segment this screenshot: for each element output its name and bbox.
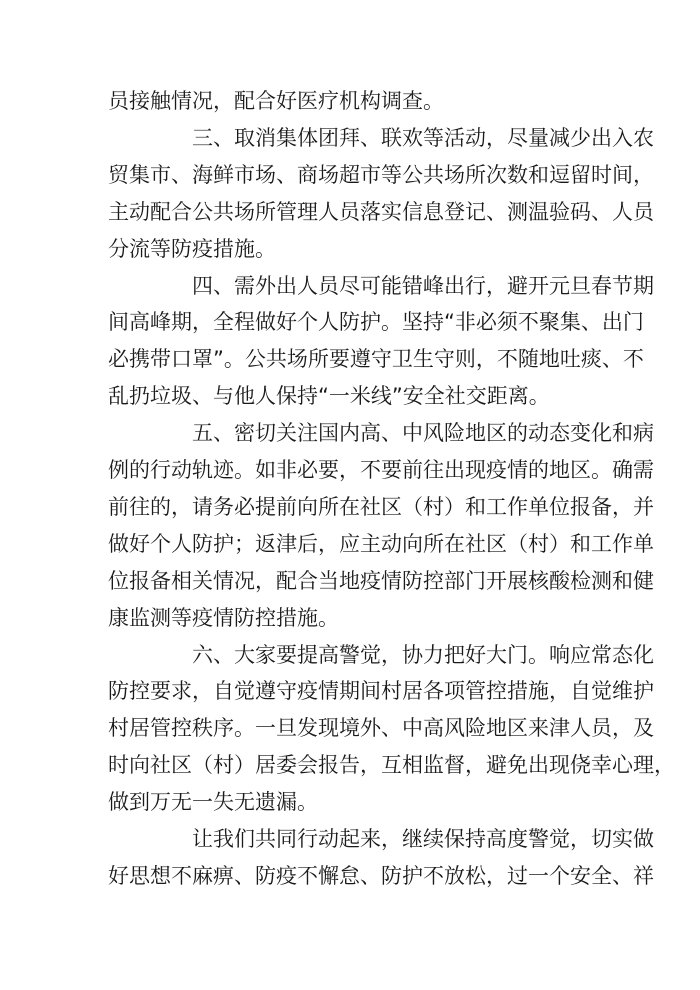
paragraph-line: 好思想不麻痹、防疫不懈怠、防护不放松，过一个安全、祥 bbox=[108, 864, 654, 888]
paragraph-line: 防控要求，自觉遵守疫情期间村居各项管控措施，自觉维护 bbox=[108, 679, 654, 703]
paragraph-line: 前往的，请务必提前向所在社区（村）和工作单位报备，并 bbox=[108, 495, 654, 519]
paragraph-line: 做好个人防护；返津后，应主动向所在社区（村）和工作单 bbox=[108, 532, 654, 556]
paragraph-line: 员接触情况，配合好医疗机构调查。 bbox=[108, 89, 444, 113]
paragraph-line: 间高峰期，全程做好个人防护。坚持“非必须不聚集、出门 bbox=[108, 310, 644, 334]
paragraph-line: 位报备相关情况，配合当地疫情防控部门开展核酸检测和健 bbox=[108, 569, 654, 593]
paragraph-line: 让我们共同行动起来，继续保持高度警觉，切实做 bbox=[192, 827, 654, 851]
paragraph-line: 主动配合公共场所管理人员落实信息登记、测温验码、人员 bbox=[108, 200, 654, 224]
paragraph-line: 时向社区（村）居委会报告，互相监督，避免出现侥幸心理， bbox=[108, 753, 675, 777]
paragraph-line: 乱扔垃圾、与他人保持“一米线”安全社交距离。 bbox=[108, 384, 550, 408]
paragraph-line: 五、密切关注国内高、中风险地区的动态变化和病 bbox=[192, 421, 654, 445]
paragraph-line: 四、需外出人员尽可能错峰出行，避开元旦春节期 bbox=[192, 274, 654, 298]
paragraph-line: 做到万无一失无遗漏。 bbox=[108, 790, 318, 814]
paragraph-line: 六、大家要提高警觉，协力把好大门。响应常态化 bbox=[192, 643, 654, 667]
paragraph-line: 康监测等疫情防控措施。 bbox=[108, 606, 339, 630]
paragraph-line: 例的行动轨迹。如非必要，不要前往出现疫情的地区。确需 bbox=[108, 458, 654, 482]
paragraph-line: 必携带口罩”。公共场所要遵守卫生守则，不随地吐痰、不 bbox=[108, 347, 644, 371]
paragraph-line: 村居管控秩序。一旦发现境外、中高风险地区来津人员，及 bbox=[108, 716, 654, 740]
paragraph-line: 三、取消集体团拜、联欢等活动，尽量减少出入农 bbox=[192, 126, 654, 150]
paragraph-line: 分流等防疫措施。 bbox=[108, 237, 276, 261]
paragraph-line: 贸集市、海鲜市场、商场超市等公共场所次数和逗留时间， bbox=[108, 163, 654, 187]
